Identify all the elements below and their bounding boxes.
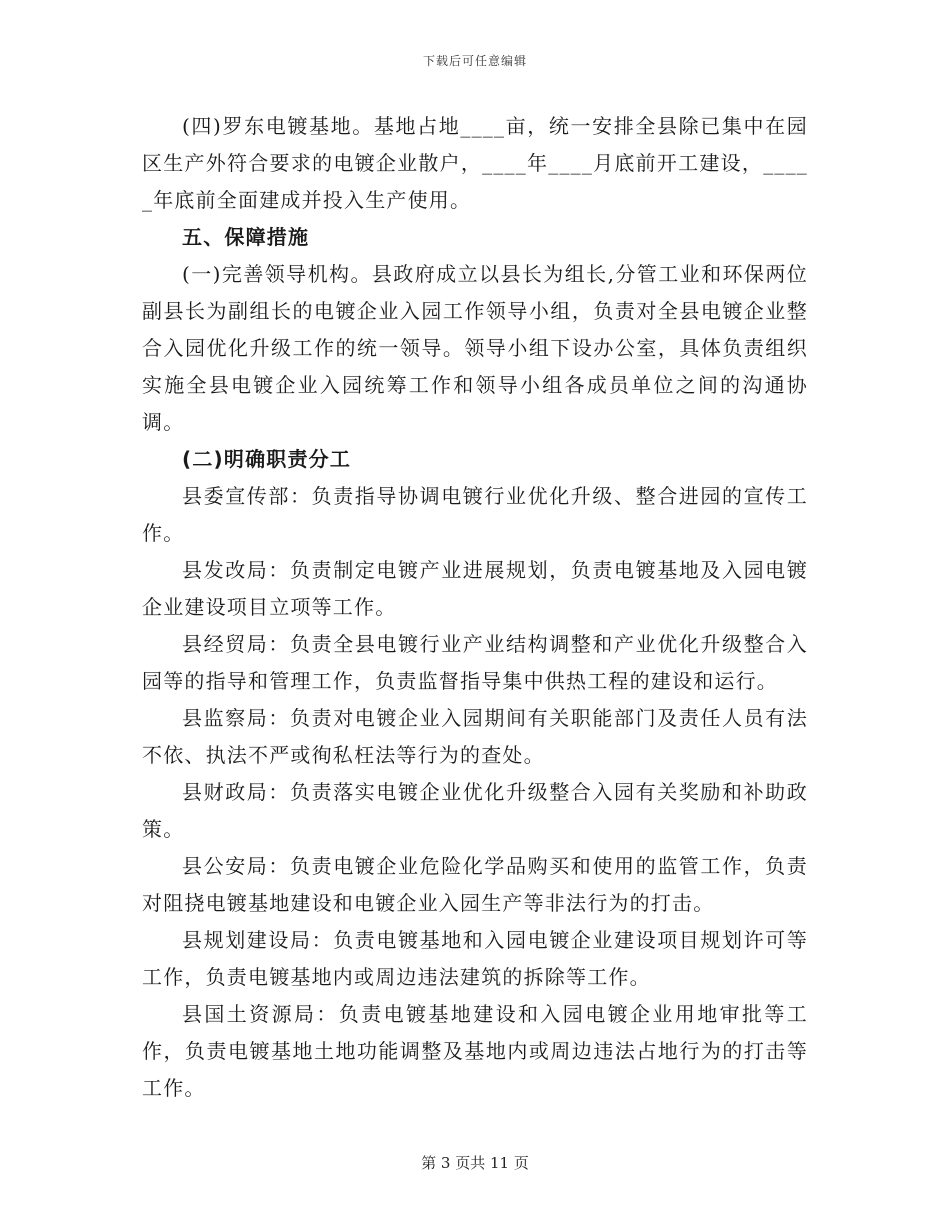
page-number: 第 3 页共 11 页: [421, 1154, 529, 1172]
paragraph-economy-bureau: 县经贸局：负责全县电镀行业产业结构调整和产业优化升级整合入园等的指导和管理工作，负责监督指导集中供热工程的建设和运行。: [142, 632, 808, 693]
subheading-duties: (二)明确职责分工: [182, 447, 352, 471]
document-body: [142, 108, 808, 1107]
paragraph-development-bureau: 县发改局：负责制定电镀产业进展规划，负责电镀基地及入园电镀企业建设项目立项等工作。: [142, 558, 808, 619]
paragraph-base-luodong: (四)罗东电镀基地。基地占地____亩，统一安排全县除已集中在园区生产外符合要求的电镀企业散户，____年____月底前开工建设，_____年底前全面建成并投入生产使用。: [142, 114, 808, 212]
paragraph-land-bureau: 县国土资源局：负责电镀基地建设和入园电镀企业用地审批等工作，负责电镀基地土地功能调整及基地内或周边违法占地行为的打击等工作。: [142, 1002, 808, 1100]
paragraph-leadership: (一)完善领导机构。县政府成立以县长为组长,分管工业和环保两位副县长为副组长的电镀企业入园工作领导小组，负责对全县电镀企业整合入园优化升级工作的统一领导。领导小组下设办公室，具体负责组织实施全县电镀企业入园统筹工作和领导小组各成员单位之间的沟通协调。: [142, 262, 808, 434]
paragraph-planning-bureau: 县规划建设局：负责电镀基地和入园电镀企业建设项目规划许可等工作，负责电镀基地内或周边违法建筑的拆除等工作。: [142, 928, 808, 989]
page-header-note: 下载后可任意编辑: [422, 54, 527, 68]
section-heading-safeguards: 五、保障措施: [182, 225, 310, 249]
paragraph-propaganda-dept: 县委宣传部：负责指导协调电镀行业优化升级、整合进园的宣传工作。: [142, 484, 808, 545]
paragraph-supervision-bureau: 县监察局：负责对电镀企业入园期间有关职能部门及责任人员有法不依、执法不严或徇私枉法等行为的查处。: [142, 706, 808, 767]
paragraph-finance-bureau: 县财政局：负责落实电镀企业优化升级整合入园有关奖励和补助政策。: [142, 780, 808, 841]
paragraph-police-bureau: 县公安局：负责电镀企业危险化学品购买和使用的监管工作，负责对阻挠电镀基地建设和电镀企业入园生产等非法行为的打击。: [142, 854, 808, 915]
